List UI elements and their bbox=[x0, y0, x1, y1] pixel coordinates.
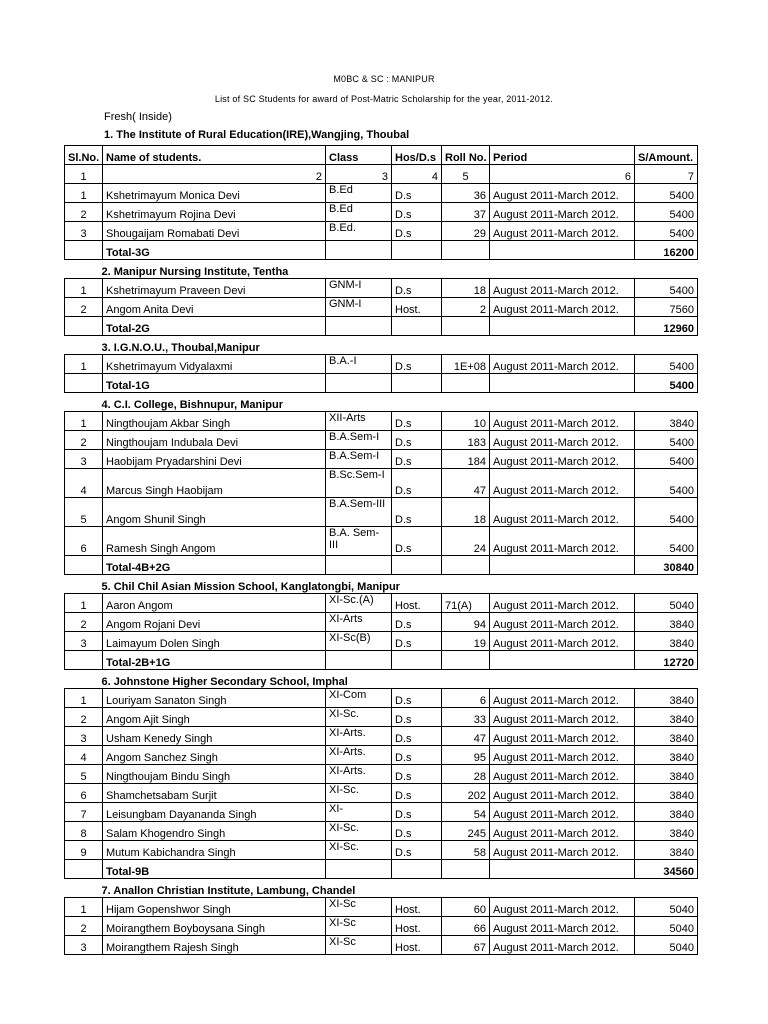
total-label: Total-1G bbox=[103, 374, 326, 393]
class-cell: B.A.Sem-I bbox=[326, 450, 392, 469]
table-row bbox=[65, 917, 698, 936]
amount: 3840 bbox=[635, 841, 698, 860]
table-row bbox=[65, 841, 698, 860]
amount: 3840 bbox=[635, 632, 698, 651]
roll-number: 71(A) bbox=[442, 594, 490, 613]
hostel-dayscholar: D.s bbox=[392, 527, 442, 556]
hostel-dayscholar: D.s bbox=[392, 765, 442, 784]
table-row bbox=[65, 594, 698, 613]
serial-number: 4 bbox=[65, 746, 103, 765]
roll-number: 245 bbox=[442, 822, 490, 841]
roll-number: 94 bbox=[442, 613, 490, 632]
class-cell: XI-Sc bbox=[326, 917, 392, 936]
total-row bbox=[65, 241, 698, 260]
hostel-dayscholar: D.s bbox=[392, 632, 442, 651]
amount: 5400 bbox=[635, 469, 698, 498]
table-row bbox=[65, 222, 698, 241]
col-number: 7 bbox=[635, 165, 698, 184]
amount: 3840 bbox=[635, 613, 698, 632]
col-header-roll: Roll No. bbox=[442, 146, 490, 165]
hostel-dayscholar: D.s bbox=[392, 803, 442, 822]
empty-cell bbox=[392, 317, 442, 336]
amount: 3840 bbox=[635, 784, 698, 803]
section-heading: 4. C.I. College, Bishnupur, Manipur bbox=[65, 393, 698, 412]
class-cell: XI-Sc.(A) bbox=[326, 594, 392, 613]
amount: 5400 bbox=[635, 184, 698, 203]
amount: 7560 bbox=[635, 298, 698, 317]
period: August 2011-March 2012. bbox=[490, 431, 635, 450]
period: August 2011-March 2012. bbox=[490, 222, 635, 241]
student-name: Angom Sanchez Singh bbox=[103, 746, 326, 765]
empty-cell bbox=[490, 651, 635, 670]
roll-number: 18 bbox=[442, 279, 490, 298]
empty-cell bbox=[442, 241, 490, 260]
total-row bbox=[65, 317, 698, 336]
table-row bbox=[65, 279, 698, 298]
class-cell: B.Sc.Sem-I bbox=[326, 469, 392, 498]
col-number: 1 bbox=[65, 165, 103, 184]
serial-number: 5 bbox=[65, 498, 103, 527]
serial-number: 2 bbox=[65, 917, 103, 936]
empty-cell bbox=[392, 241, 442, 260]
empty-cell bbox=[442, 651, 490, 670]
col-header-slno: Sl.No. bbox=[65, 146, 103, 165]
class-cell: XI-Sc. bbox=[326, 841, 392, 860]
serial-number: 2 bbox=[65, 613, 103, 632]
roll-number: 47 bbox=[442, 727, 490, 746]
student-name: Ningthoujam Bindu Singh bbox=[103, 765, 326, 784]
total-label: Total-2B+1G bbox=[103, 651, 326, 670]
table-row bbox=[65, 803, 698, 822]
hostel-dayscholar: D.s bbox=[392, 727, 442, 746]
document-title: M0BC & SC : MANIPUR bbox=[333, 74, 435, 84]
empty-cell bbox=[65, 241, 103, 260]
col-header-period: Period bbox=[490, 146, 635, 165]
empty-cell bbox=[326, 374, 392, 393]
serial-number: 1 bbox=[65, 279, 103, 298]
period: August 2011-March 2012. bbox=[490, 689, 635, 708]
amount: 3840 bbox=[635, 727, 698, 746]
period: August 2011-March 2012. bbox=[490, 803, 635, 822]
document-subtitle: List of SC Students for award of Post-Matric Scholarship for the year, 2011-2012. bbox=[214, 94, 554, 104]
col-header-class: Class bbox=[326, 146, 392, 165]
amount: 5400 bbox=[635, 355, 698, 374]
amount: 5040 bbox=[635, 917, 698, 936]
hostel-dayscholar: D.s bbox=[392, 689, 442, 708]
period: August 2011-March 2012. bbox=[490, 184, 635, 203]
class-cell: XI-Arts. bbox=[326, 765, 392, 784]
empty-cell bbox=[490, 241, 635, 260]
total-label: Total-2G bbox=[103, 317, 326, 336]
class-cell: XI-Sc bbox=[326, 898, 392, 917]
student-name: Moirangthem Rajesh Singh bbox=[103, 936, 326, 955]
student-name: Hijam Gopenshwor Singh bbox=[103, 898, 326, 917]
student-name: Salam Khogendro Singh bbox=[103, 822, 326, 841]
period: August 2011-March 2012. bbox=[490, 727, 635, 746]
class-cell: XII-Arts bbox=[326, 412, 392, 431]
period: August 2011-March 2012. bbox=[490, 203, 635, 222]
amount: 5040 bbox=[635, 936, 698, 955]
table-row bbox=[65, 632, 698, 651]
period: August 2011-March 2012. bbox=[490, 613, 635, 632]
roll-number: 6 bbox=[442, 689, 490, 708]
empty-cell bbox=[65, 556, 103, 575]
serial-number: 6 bbox=[65, 527, 103, 556]
table-row bbox=[65, 708, 698, 727]
section-heading-row bbox=[65, 393, 698, 412]
roll-number: 184 bbox=[442, 450, 490, 469]
serial-number: 1 bbox=[65, 184, 103, 203]
empty-cell bbox=[65, 651, 103, 670]
hostel-dayscholar: Host. bbox=[392, 936, 442, 955]
roll-number: 183 bbox=[442, 431, 490, 450]
class-cell: B.A. Sem-III bbox=[326, 527, 392, 556]
fresh-label: Fresh( Inside) bbox=[104, 111, 172, 123]
empty-cell bbox=[490, 374, 635, 393]
col-number: 4 bbox=[392, 165, 442, 184]
hostel-dayscholar: Host. bbox=[392, 917, 442, 936]
empty-cell bbox=[392, 556, 442, 575]
amount: 5400 bbox=[635, 222, 698, 241]
period: August 2011-March 2012. bbox=[490, 708, 635, 727]
hostel-dayscholar: D.s bbox=[392, 784, 442, 803]
hostel-dayscholar: Host. bbox=[392, 298, 442, 317]
class-cell: XI-Arts. bbox=[326, 727, 392, 746]
table-row bbox=[65, 469, 698, 498]
total-amount: 12720 bbox=[635, 651, 698, 670]
class-cell: B.A.Sem-I bbox=[326, 431, 392, 450]
period: August 2011-March 2012. bbox=[490, 498, 635, 527]
table-row bbox=[65, 898, 698, 917]
hostel-dayscholar: D.s bbox=[392, 355, 442, 374]
empty-cell bbox=[490, 556, 635, 575]
class-cell: GNM-I bbox=[326, 298, 392, 317]
student-name: Kshetrimayum Vidyalaxmi bbox=[103, 355, 326, 374]
serial-number: 2 bbox=[65, 708, 103, 727]
table-header-row bbox=[65, 146, 698, 165]
serial-number: 2 bbox=[65, 431, 103, 450]
section-heading-row bbox=[65, 260, 698, 279]
table-row bbox=[65, 727, 698, 746]
total-amount: 30840 bbox=[635, 556, 698, 575]
roll-number: 33 bbox=[442, 708, 490, 727]
table-row bbox=[65, 689, 698, 708]
class-cell: B.A.Sem-III bbox=[326, 498, 392, 527]
amount: 3840 bbox=[635, 708, 698, 727]
class-cell: B.Ed bbox=[326, 203, 392, 222]
table-row bbox=[65, 450, 698, 469]
hostel-dayscholar: D.s bbox=[392, 746, 442, 765]
roll-number: 2 bbox=[442, 298, 490, 317]
roll-number: 19 bbox=[442, 632, 490, 651]
roll-number: 66 bbox=[442, 917, 490, 936]
amount: 5040 bbox=[635, 594, 698, 613]
table-row bbox=[65, 936, 698, 955]
table-row bbox=[65, 498, 698, 527]
student-name: Angom Anita Devi bbox=[103, 298, 326, 317]
amount: 5400 bbox=[635, 279, 698, 298]
total-amount: 5400 bbox=[635, 374, 698, 393]
serial-number: 3 bbox=[65, 222, 103, 241]
student-name: Angom Shunil Singh bbox=[103, 498, 326, 527]
amount: 3840 bbox=[635, 803, 698, 822]
empty-cell bbox=[326, 241, 392, 260]
empty-cell bbox=[65, 860, 103, 879]
amount: 5400 bbox=[635, 527, 698, 556]
total-label: Total-3G bbox=[103, 241, 326, 260]
class-cell: XI-Arts bbox=[326, 613, 392, 632]
empty-cell bbox=[326, 651, 392, 670]
student-name: Aaron Angom bbox=[103, 594, 326, 613]
student-name: Kshetrimayum Monica Devi bbox=[103, 184, 326, 203]
period: August 2011-March 2012. bbox=[490, 822, 635, 841]
hostel-dayscholar: D.s bbox=[392, 279, 442, 298]
section-heading: 2. Manipur Nursing Institute, Tentha bbox=[65, 260, 698, 279]
period: August 2011-March 2012. bbox=[490, 298, 635, 317]
roll-number: 60 bbox=[442, 898, 490, 917]
column-number-row bbox=[65, 165, 698, 184]
period: August 2011-March 2012. bbox=[490, 841, 635, 860]
empty-cell bbox=[326, 860, 392, 879]
student-name: Moirangthem Boyboysana Singh bbox=[103, 917, 326, 936]
amount: 3840 bbox=[635, 412, 698, 431]
student-name: Shamchetsabam Surjit bbox=[103, 784, 326, 803]
serial-number: 1 bbox=[65, 355, 103, 374]
roll-number: 95 bbox=[442, 746, 490, 765]
amount: 5040 bbox=[635, 898, 698, 917]
roll-number: 47 bbox=[442, 469, 490, 498]
amount: 5400 bbox=[635, 431, 698, 450]
period: August 2011-March 2012. bbox=[490, 279, 635, 298]
class-cell: XI-Sc bbox=[326, 936, 392, 955]
class-cell: GNM-I bbox=[326, 279, 392, 298]
total-row bbox=[65, 651, 698, 670]
empty-cell bbox=[326, 317, 392, 336]
class-cell: XI-Sc. bbox=[326, 784, 392, 803]
student-name: Ningthoujam Indubala Devi bbox=[103, 431, 326, 450]
amount: 3840 bbox=[635, 746, 698, 765]
period: August 2011-March 2012. bbox=[490, 594, 635, 613]
hostel-dayscholar: D.s bbox=[392, 184, 442, 203]
roll-number: 37 bbox=[442, 203, 490, 222]
table-row bbox=[65, 412, 698, 431]
amount: 3840 bbox=[635, 765, 698, 784]
empty-cell bbox=[442, 317, 490, 336]
roll-number: 67 bbox=[442, 936, 490, 955]
serial-number: 2 bbox=[65, 298, 103, 317]
period: August 2011-March 2012. bbox=[490, 355, 635, 374]
period: August 2011-March 2012. bbox=[490, 936, 635, 955]
student-name: Usham Kenedy Singh bbox=[103, 727, 326, 746]
class-cell: B.A.-I bbox=[326, 355, 392, 374]
serial-number: 8 bbox=[65, 822, 103, 841]
table-row bbox=[65, 784, 698, 803]
class-cell: B.Ed bbox=[326, 184, 392, 203]
amount: 5400 bbox=[635, 203, 698, 222]
period: August 2011-March 2012. bbox=[490, 469, 635, 498]
amount: 3840 bbox=[635, 822, 698, 841]
total-row bbox=[65, 860, 698, 879]
hostel-dayscholar: D.s bbox=[392, 412, 442, 431]
serial-number: 1 bbox=[65, 594, 103, 613]
section-heading: 1. The Institute of Rural Education(IRE),Wangjing, Thoubal bbox=[104, 129, 410, 141]
serial-number: 9 bbox=[65, 841, 103, 860]
hostel-dayscholar: D.s bbox=[392, 431, 442, 450]
class-cell: XI-Com bbox=[326, 689, 392, 708]
amount: 5400 bbox=[635, 450, 698, 469]
roll-number: 1E+08 bbox=[442, 355, 490, 374]
empty-cell bbox=[392, 860, 442, 879]
student-name: Marcus Singh Haobijam bbox=[103, 469, 326, 498]
student-name: Ningthoujam Akbar Singh bbox=[103, 412, 326, 431]
hostel-dayscholar: D.s bbox=[392, 841, 442, 860]
hostel-dayscholar: D.s bbox=[392, 822, 442, 841]
period: August 2011-March 2012. bbox=[490, 450, 635, 469]
hostel-dayscholar: D.s bbox=[392, 203, 442, 222]
student-name: Angom Rojani Devi bbox=[103, 613, 326, 632]
class-cell: XI-Sc(B) bbox=[326, 632, 392, 651]
total-row bbox=[65, 374, 698, 393]
student-name: Mutum Kabichandra Singh bbox=[103, 841, 326, 860]
hostel-dayscholar: D.s bbox=[392, 450, 442, 469]
col-number: 6 bbox=[490, 165, 635, 184]
empty-cell bbox=[65, 317, 103, 336]
hostel-dayscholar: D.s bbox=[392, 222, 442, 241]
empty-cell bbox=[392, 374, 442, 393]
col-header-amount: S/Amount. bbox=[635, 146, 698, 165]
period: August 2011-March 2012. bbox=[490, 898, 635, 917]
class-cell: XI- bbox=[326, 803, 392, 822]
roll-number: 202 bbox=[442, 784, 490, 803]
period: August 2011-March 2012. bbox=[490, 765, 635, 784]
table-row bbox=[65, 184, 698, 203]
table-row bbox=[65, 431, 698, 450]
section-heading-row bbox=[65, 575, 698, 594]
section-heading: 6. Johnstone Higher Secondary School, Imphal bbox=[65, 670, 698, 689]
roll-number: 36 bbox=[442, 184, 490, 203]
empty-cell bbox=[392, 651, 442, 670]
section-heading-row bbox=[65, 670, 698, 689]
section-heading: 5. Chil Chil Asian Mission School, Kanglatongbi, Manipur bbox=[65, 575, 698, 594]
student-name: Angom Ajit Singh bbox=[103, 708, 326, 727]
roll-number: 58 bbox=[442, 841, 490, 860]
roll-number: 18 bbox=[442, 498, 490, 527]
serial-number: 4 bbox=[65, 469, 103, 498]
section-heading: 3. I.G.N.O.U., Thoubal,Manipur bbox=[65, 336, 698, 355]
student-name: Kshetrimayum Rojina Devi bbox=[103, 203, 326, 222]
serial-number: 1 bbox=[65, 412, 103, 431]
hostel-dayscholar: Host. bbox=[392, 594, 442, 613]
table-row bbox=[65, 765, 698, 784]
empty-cell bbox=[490, 860, 635, 879]
roll-number: 10 bbox=[442, 412, 490, 431]
student-name: Laimayum Dolen Singh bbox=[103, 632, 326, 651]
total-amount: 16200 bbox=[635, 241, 698, 260]
period: August 2011-March 2012. bbox=[490, 412, 635, 431]
table-row bbox=[65, 298, 698, 317]
student-name: Kshetrimayum Praveen Devi bbox=[103, 279, 326, 298]
empty-cell bbox=[490, 317, 635, 336]
total-label: Total-9B bbox=[103, 860, 326, 879]
table-row bbox=[65, 527, 698, 556]
table-row bbox=[65, 203, 698, 222]
total-label: Total-4B+2G bbox=[103, 556, 326, 575]
period: August 2011-March 2012. bbox=[490, 632, 635, 651]
col-header-hos: Hos/D.s bbox=[392, 146, 442, 165]
serial-number: 1 bbox=[65, 689, 103, 708]
empty-cell bbox=[326, 556, 392, 575]
class-cell: XI-Arts. bbox=[326, 746, 392, 765]
empty-cell bbox=[442, 556, 490, 575]
serial-number: 3 bbox=[65, 632, 103, 651]
serial-number: 5 bbox=[65, 765, 103, 784]
serial-number: 3 bbox=[65, 936, 103, 955]
section-heading-row bbox=[65, 879, 698, 898]
table-row bbox=[65, 613, 698, 632]
hostel-dayscholar: D.s bbox=[392, 498, 442, 527]
hostel-dayscholar: D.s bbox=[392, 613, 442, 632]
period: August 2011-March 2012. bbox=[490, 917, 635, 936]
amount: 5400 bbox=[635, 498, 698, 527]
scholarship-table bbox=[64, 145, 698, 955]
period: August 2011-March 2012. bbox=[490, 746, 635, 765]
empty-cell bbox=[65, 374, 103, 393]
student-name: Haobijam Pryadarshini Devi bbox=[103, 450, 326, 469]
table-row bbox=[65, 822, 698, 841]
student-name: Shougaijam Romabati Devi bbox=[103, 222, 326, 241]
student-name: Ramesh Singh Angom bbox=[103, 527, 326, 556]
period: August 2011-March 2012. bbox=[490, 784, 635, 803]
roll-number: 54 bbox=[442, 803, 490, 822]
serial-number: 3 bbox=[65, 727, 103, 746]
total-row bbox=[65, 556, 698, 575]
serial-number: 1 bbox=[65, 898, 103, 917]
roll-number: 28 bbox=[442, 765, 490, 784]
col-number: 5 bbox=[442, 165, 490, 184]
class-cell: XI-Sc. bbox=[326, 822, 392, 841]
section-heading-row bbox=[65, 336, 698, 355]
empty-cell bbox=[442, 860, 490, 879]
table-row bbox=[65, 355, 698, 374]
total-amount: 34560 bbox=[635, 860, 698, 879]
student-name: Louriyam Sanaton Singh bbox=[103, 689, 326, 708]
student-name: Leisungbam Dayananda Singh bbox=[103, 803, 326, 822]
empty-cell bbox=[442, 374, 490, 393]
col-number: 3 bbox=[326, 165, 392, 184]
serial-number: 7 bbox=[65, 803, 103, 822]
class-cell: B.Ed. bbox=[326, 222, 392, 241]
serial-number: 6 bbox=[65, 784, 103, 803]
roll-number: 29 bbox=[442, 222, 490, 241]
col-number: 2 bbox=[103, 165, 326, 184]
hostel-dayscholar: D.s bbox=[392, 469, 442, 498]
total-amount: 12960 bbox=[635, 317, 698, 336]
serial-number: 3 bbox=[65, 450, 103, 469]
period: August 2011-March 2012. bbox=[490, 527, 635, 556]
hostel-dayscholar: D.s bbox=[392, 708, 442, 727]
table-row bbox=[65, 746, 698, 765]
roll-number: 24 bbox=[442, 527, 490, 556]
col-header-name: Name of students. bbox=[103, 146, 326, 165]
hostel-dayscholar: Host. bbox=[392, 898, 442, 917]
class-cell: XI-Sc. bbox=[326, 708, 392, 727]
section-heading: 7. Anallon Christian Institute, Lambung, Chandel bbox=[65, 879, 698, 898]
serial-number: 2 bbox=[65, 203, 103, 222]
amount: 3840 bbox=[635, 689, 698, 708]
